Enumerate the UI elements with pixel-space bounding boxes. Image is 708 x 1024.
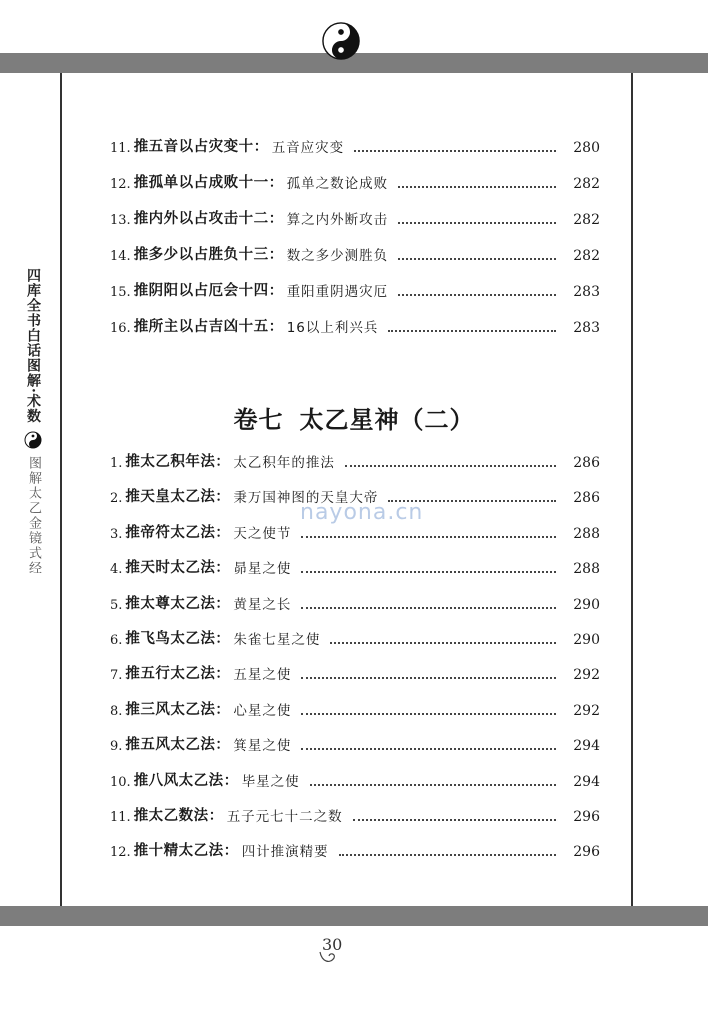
entry-colon: ： (268, 247, 283, 263)
entry-description: 毕星之使 (241, 773, 300, 790)
entry-page: 283 (573, 284, 600, 300)
entry-title: 推天时太乙法 (125, 560, 216, 577)
entry-title: 推帝符太乙法 (125, 524, 216, 541)
entry-colon: ： (215, 701, 230, 718)
entry-description: 箕星之使 (233, 738, 292, 755)
leader-dots (339, 853, 556, 856)
entry-title: 推天皇太乙法 (125, 489, 216, 506)
entry-description: 五子元七十二之数 (226, 809, 343, 825)
entry-description: 昴星之使 (233, 561, 292, 578)
entry-description: 五音应灾变 (271, 140, 345, 156)
entry-number: 9. (110, 739, 123, 755)
toc-entry[interactable] (110, 732, 600, 754)
entry-number: 12. (110, 177, 131, 192)
toc-entry[interactable] (110, 555, 600, 577)
entry-number: 4. (110, 562, 123, 578)
leader-dots (301, 606, 556, 609)
toc-entry[interactable] (110, 206, 600, 228)
leader-dots (398, 221, 556, 224)
toc-entry[interactable] (110, 242, 600, 264)
entry-description: 16以上利兴兵 (286, 320, 379, 336)
entry-page: 282 (573, 176, 600, 192)
entry-number: 8. (110, 703, 123, 719)
toc-entry[interactable] (110, 278, 600, 300)
entry-number: 7. (110, 668, 123, 684)
toc-entry[interactable] (110, 134, 600, 156)
entry-number: 14. (110, 249, 131, 264)
leader-dots (301, 676, 556, 679)
entry-number: 1. (110, 456, 123, 471)
entry-colon: ： (215, 631, 230, 647)
entry-page: 292 (573, 702, 600, 719)
entry-page: 288 (573, 561, 600, 578)
leader-dots (301, 570, 556, 573)
entry-number: 6. (110, 633, 123, 648)
entry-title: 推多少以占胜负十三 (133, 247, 269, 263)
frame-right-rule (631, 73, 633, 906)
entry-title: 推五音以占灾变十 (133, 139, 254, 155)
toc-entry[interactable] (110, 314, 600, 336)
section-heading (0, 400, 708, 435)
entry-page: 290 (573, 632, 600, 648)
entry-title: 推太尊太乙法 (125, 595, 216, 612)
entry-page: 283 (573, 320, 600, 336)
entry-page: 294 (573, 773, 600, 790)
entry-page: 288 (573, 525, 600, 542)
entry-title: 推五行太乙法 (125, 666, 216, 683)
entry-page: 286 (573, 490, 600, 507)
leader-dots (301, 747, 556, 750)
entry-colon: ： (215, 489, 230, 506)
entry-page: 282 (573, 248, 600, 264)
entry-description: 天之使节 (233, 525, 292, 542)
entry-page: 286 (573, 455, 600, 471)
entry-colon: ： (268, 319, 283, 335)
entry-number: 15. (110, 285, 131, 300)
entry-description: 秉万国神图的天皇大帝 (233, 490, 379, 507)
entry-colon: ： (215, 454, 230, 470)
entry-colon: ： (253, 139, 268, 155)
leader-dots (345, 464, 556, 467)
entry-description: 黄星之长 (233, 596, 292, 613)
entry-title: 推阴阳以占厄会十四 (133, 283, 269, 299)
entry-number: 13. (110, 213, 131, 228)
entry-colon: ： (268, 283, 283, 299)
entry-description: 四计推演精要 (241, 844, 329, 861)
toc-entry[interactable] (110, 697, 600, 719)
entry-number: 11. (110, 810, 131, 825)
entry-number: 5. (110, 597, 123, 613)
leader-dots (398, 257, 556, 260)
book-subtitle: 图解太乙金镜式经 (26, 455, 41, 576)
entry-page: 294 (573, 738, 600, 755)
entry-colon: ： (215, 737, 230, 754)
entry-colon: ： (223, 772, 238, 789)
entry-number: 10. (110, 774, 131, 790)
toc-entry[interactable] (110, 170, 600, 192)
leader-dots (398, 185, 556, 188)
entry-title: 推八风太乙法 (133, 772, 224, 789)
entry-number: 16. (110, 321, 131, 336)
toc-entry[interactable] (110, 661, 600, 683)
yin-yang-icon (322, 22, 360, 60)
series-title: 四库全书白话图解·术数 (25, 268, 41, 424)
entry-description: 孤单之数论成败 (286, 176, 389, 192)
entry-number: 12. (110, 845, 131, 861)
leader-dots (354, 149, 556, 152)
entry-title: 推十精太乙法 (133, 843, 224, 860)
bottom-band (0, 906, 708, 926)
entry-title: 推所主以占吉凶十五 (133, 319, 269, 335)
entry-colon: ： (208, 808, 223, 824)
leader-dots (388, 329, 556, 332)
leader-dots (398, 293, 556, 296)
entry-page: 280 (573, 140, 600, 156)
entry-number: 3. (110, 526, 123, 542)
entry-description: 五星之使 (233, 667, 292, 684)
volume-label: 卷七 (233, 406, 284, 434)
toc-entry[interactable] (110, 591, 600, 613)
entry-description: 重阳重阴遇灾厄 (286, 284, 389, 300)
entry-title: 推三风太乙法 (125, 701, 216, 718)
volume-title: 太乙星神（二） (299, 406, 475, 434)
entry-page: 290 (573, 596, 600, 613)
leader-dots (353, 818, 556, 821)
entry-description: 数之多少测胜负 (286, 248, 389, 264)
entry-description: 算之内外断攻击 (286, 212, 389, 228)
entry-colon: ： (215, 560, 230, 577)
entry-colon: ： (268, 211, 283, 227)
entry-description: 朱雀七星之使 (233, 632, 321, 648)
watermark-text: nayona.cn (300, 500, 424, 525)
leader-dots (301, 535, 556, 538)
entry-title: 推太乙积年法 (125, 454, 216, 470)
entry-page: 282 (573, 212, 600, 228)
entry-number: 11. (110, 141, 131, 156)
toc-entry[interactable] (110, 449, 600, 471)
swirl-ornament-icon (316, 944, 356, 970)
toc-entry[interactable] (110, 838, 600, 860)
entry-colon: ： (268, 175, 283, 191)
leader-dots (301, 712, 556, 715)
entry-colon: ： (223, 843, 238, 860)
toc-entry[interactable] (110, 768, 600, 790)
toc-entry[interactable] (110, 626, 600, 648)
entry-number: 2. (110, 491, 123, 507)
page-number: 30 (322, 935, 343, 954)
entry-title: 推太乙数法 (133, 808, 209, 824)
entry-colon: ： (215, 666, 230, 683)
leader-dots (310, 783, 556, 786)
entry-page: 296 (573, 844, 600, 861)
entry-title: 推五风太乙法 (125, 737, 216, 754)
entry-title: 推飞鸟太乙法 (125, 631, 216, 647)
leader-dots (330, 641, 556, 644)
entry-page: 292 (573, 667, 600, 684)
entry-title: 推内外以占攻击十二 (133, 211, 269, 227)
entry-description: 心星之使 (233, 702, 292, 719)
entry-colon: ： (215, 524, 230, 541)
entry-colon: ： (215, 595, 230, 612)
entry-page: 296 (573, 809, 600, 825)
entry-description: 太乙积年的推法 (233, 455, 335, 471)
frame-left-rule (60, 73, 62, 906)
toc-entry[interactable] (110, 803, 600, 825)
entry-title: 推孤单以占成败十一 (133, 175, 269, 191)
